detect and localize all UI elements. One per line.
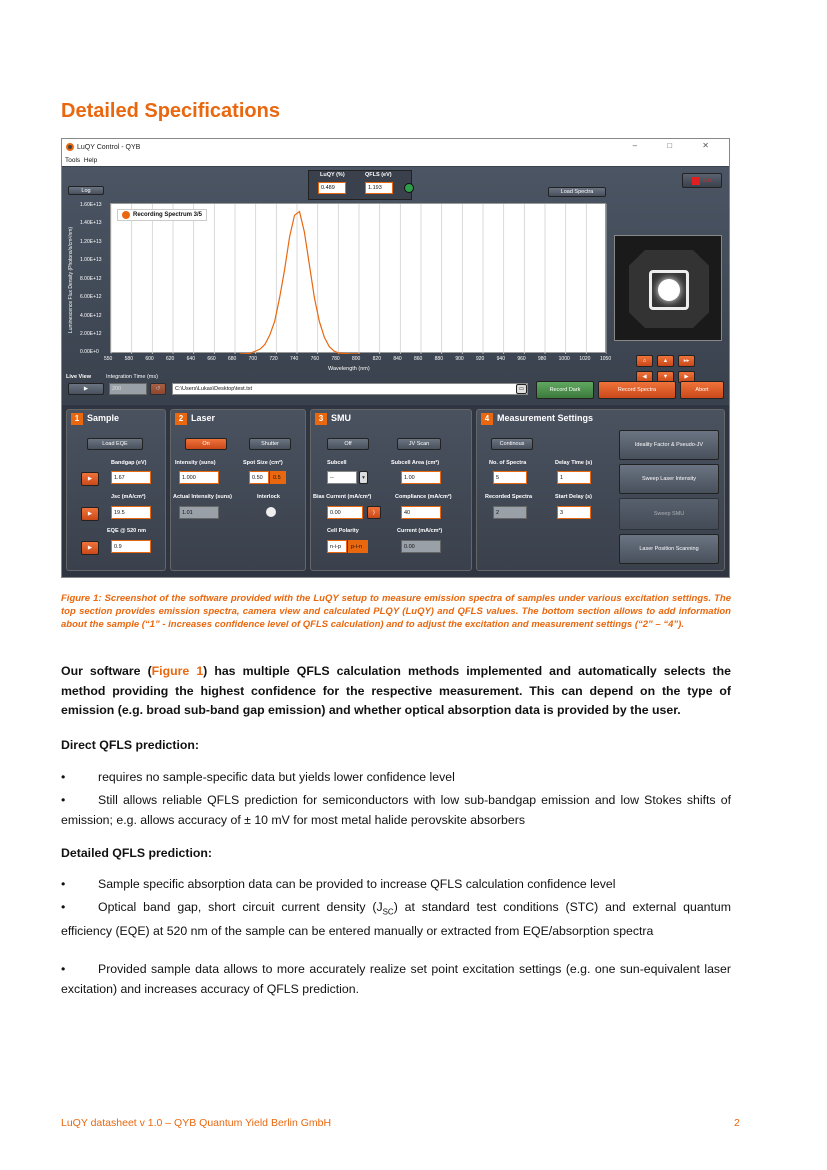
- settings-section: [62, 405, 729, 577]
- luqy-value: 0.489: [318, 182, 346, 194]
- x-tick: 800: [352, 356, 361, 362]
- bias-set-icon[interactable]: ⟩: [367, 506, 381, 519]
- x-tick: 940: [496, 356, 505, 362]
- panel-title: SMU: [331, 413, 351, 423]
- spot-size-preset[interactable]: 0.5: [270, 471, 286, 484]
- page-number: 2: [734, 1117, 740, 1129]
- arrow-right-icon[interactable]: ▶: [678, 371, 695, 383]
- panel-title: Laser: [191, 413, 216, 423]
- x-tick: 920: [476, 356, 485, 362]
- recording-badge: [117, 209, 207, 221]
- start-delay-input[interactable]: 3: [557, 506, 591, 519]
- spectrum-line: [240, 212, 359, 355]
- x-tick: 880: [434, 356, 443, 362]
- panel-title: Measurement Settings: [497, 413, 594, 423]
- jsc-label: Jsc (mA/cm²): [111, 494, 146, 500]
- panel-number: 4: [481, 413, 493, 425]
- cell-polarity-label: Cell Polarity: [327, 528, 359, 534]
- list-item-text: Sample specific absorption data can be provided to increase QFLS calculation confidence level: [98, 877, 616, 891]
- y-axis-label-box: [64, 207, 74, 357]
- list-item: • Sample specific absorption data can be provided to increase QFLS calculation confidence level: [61, 875, 731, 895]
- x-tick: 700: [248, 356, 257, 362]
- spectrum-svg: [111, 204, 607, 354]
- y-axis-label: Luminescence Flux Density (Photons/s/cm²/nm): [68, 226, 74, 334]
- compliance-label: Compliance (mA/cm²): [395, 494, 452, 500]
- y-tick: 0.00E+0: [80, 349, 99, 355]
- smu-off-button[interactable]: Off: [327, 438, 369, 450]
- x-tick: 580: [124, 356, 133, 362]
- bandgap-label: Bandgap (eV): [111, 460, 147, 466]
- integration-label: Integration Time (ms): [106, 374, 158, 380]
- subcell-select[interactable]: --: [327, 471, 357, 484]
- menu-bar: [62, 155, 729, 166]
- recorded-spectra-label: Recorded Spectra: [485, 494, 533, 500]
- integration-set-icon[interactable]: ↺: [150, 383, 166, 395]
- menu-tools[interactable]: Tools: [65, 157, 81, 164]
- intro-paragraph: [61, 662, 731, 721]
- app-screenshot: [61, 138, 730, 578]
- record-spectra-button[interactable]: Record Spectra: [598, 381, 676, 399]
- actual-intensity-label: Actual Intensity (suns): [173, 494, 232, 500]
- spectrum-plot: [110, 203, 606, 353]
- bandgap-input[interactable]: 1.67: [111, 471, 151, 484]
- y-tick: 6.00E+12: [80, 294, 102, 300]
- spectrum-section: [62, 167, 729, 403]
- y-tick: 1.00E+13: [80, 257, 102, 263]
- sample-panel: [66, 409, 166, 571]
- recording-text: Recording Spectrum 3/5: [133, 212, 203, 218]
- spectra-count-label: No. of Spectra: [489, 460, 527, 466]
- jv-scan-button[interactable]: JV Scan: [397, 438, 441, 450]
- footer-text: LuQY datasheet v 1.0 – QYB Quantum Yield Berlin GmbH: [61, 1117, 332, 1129]
- load-spectra-button[interactable]: Load Spectra: [548, 187, 606, 197]
- intro-text: ) has multiple QFLS calculation methods implemented and automatically selects the method providing the highest confidence for the respective measurement. This can depend on the type of emission (e.g. broad sub-band gap emission) and whether optical absorption data is provided by the user.: [61, 664, 731, 717]
- exit-icon: [692, 177, 700, 185]
- panel-number: 1: [71, 413, 83, 425]
- actual-intensity-value: 1.01: [179, 506, 219, 519]
- sweep-smu-button[interactable]: Sweep SMU: [619, 498, 719, 530]
- start-delay-label: Start Delay (s): [555, 494, 592, 500]
- menu-help[interactable]: Help: [83, 157, 98, 164]
- eqe-input[interactable]: 0.9: [111, 540, 151, 553]
- window-controls[interactable]: – □ ✕: [632, 141, 723, 150]
- continous-button[interactable]: Continous: [491, 438, 533, 450]
- x-tick: 660: [207, 356, 216, 362]
- direct-heading: Direct QFLS prediction:: [61, 738, 200, 752]
- x-axis-label: Wavelength (nm): [328, 366, 370, 372]
- x-tick: 1050: [600, 356, 612, 362]
- y-tick: 4.00E+12: [80, 313, 102, 319]
- fast-forward-icon[interactable]: ▸▸: [678, 355, 695, 367]
- exit-label: Exit: [702, 177, 713, 184]
- qfls-label: QFLS (eV): [365, 172, 392, 178]
- list-item-text: Optical band gap, short circuit current density $(J_{SC})$ at standard test conditions (STC) and external quantum efficiency (EQE) at 520 nm of the sample can be entered manually or extracted from EQE/absorption spectra: [61, 900, 731, 938]
- x-tick: 860: [414, 356, 423, 362]
- arrow-down-icon[interactable]: ▼: [657, 371, 674, 383]
- list-item-text: Still allows reliable QFLS prediction for semiconductors with low sub-bandgap emission and low Stokes shifts of emission; e.g. allows accuracy of ± 10 mV for most metal halide perovskite absorbers: [61, 793, 731, 827]
- app-logo-icon: [66, 143, 74, 151]
- laser-position-button[interactable]: Laser Position Scanning: [619, 534, 719, 564]
- y-tick: 2.00E+12: [80, 331, 102, 337]
- arrow-up-icon[interactable]: ▲: [657, 355, 674, 367]
- camera-view: [614, 235, 722, 341]
- abort-button[interactable]: Abort: [680, 381, 724, 399]
- x-tick: 1020: [579, 356, 591, 362]
- smu-panel: [310, 409, 472, 571]
- y-tick: 8.00E+12: [80, 276, 102, 282]
- y-tick: 1.20E+13: [80, 239, 102, 245]
- load-eqe-button[interactable]: Load EQE: [87, 438, 143, 450]
- x-tick: 980: [538, 356, 547, 362]
- x-tick: 900: [455, 356, 464, 362]
- panel-title: Sample: [87, 413, 120, 423]
- window-title: LuQY Control - QYB: [77, 143, 141, 151]
- y-tick: 1.60E+13: [80, 202, 102, 208]
- panel-number: 2: [175, 413, 187, 425]
- polarity-nip[interactable]: n-i-p: [327, 540, 347, 553]
- ideality-factor-button[interactable]: Ideality Factor & Pseudo-JV: [619, 430, 719, 460]
- arrow-left-icon[interactable]: ◀: [636, 371, 653, 383]
- qfls-value: 1.193: [365, 182, 393, 194]
- home-icon[interactable]: ⌂: [636, 355, 653, 367]
- eqe-play-icon[interactable]: ▶: [81, 541, 99, 555]
- folder-icon[interactable]: ▭: [516, 384, 527, 394]
- x-tick: 840: [393, 356, 402, 362]
- bandgap-play-icon[interactable]: ▶: [81, 472, 99, 486]
- x-tick: 1000: [558, 356, 570, 362]
- laser-on-button[interactable]: On: [185, 438, 227, 450]
- delay-time-label: Delay Time (s): [555, 460, 593, 466]
- luqy-label: LuQY (%): [320, 172, 345, 178]
- intensity-label: Intensity (suns): [175, 460, 216, 466]
- jsc-play-icon[interactable]: ▶: [81, 507, 99, 521]
- spot-size-label: Spot Size (cm²): [243, 460, 283, 466]
- x-tick: 550: [104, 356, 113, 362]
- sweep-laser-button[interactable]: Sweep Laser Intensity: [619, 464, 719, 494]
- y-tick: 1.40E+13: [80, 220, 102, 226]
- delay-time-input[interactable]: 1: [557, 471, 591, 484]
- window-titlebar: [62, 139, 729, 155]
- live-view-label: Live View: [66, 374, 91, 380]
- live-view-button[interactable]: ▶: [68, 383, 104, 395]
- section-heading: Detailed Specifications: [61, 100, 280, 122]
- log-button[interactable]: Log: [68, 186, 104, 195]
- list-item-text: Provided sample data allows to more accurately realize set point excitation settings (e.g. one sun-equivalent laser excitation) and increases accuracy of QFLS prediction.: [61, 962, 731, 996]
- x-tick: 600: [145, 356, 154, 362]
- compliance-input[interactable]: 40: [401, 506, 441, 519]
- intensity-input[interactable]: 1.000: [179, 471, 219, 484]
- bias-current-label: Bias Current (mA/cm²): [313, 494, 372, 500]
- x-tick: 960: [517, 356, 526, 362]
- file-path-input[interactable]: C:\Users\Lukas\Desktop\test.txt: [172, 383, 528, 395]
- spot-size-input[interactable]: 0.50: [249, 471, 269, 484]
- current-value: 0.00: [401, 540, 441, 553]
- interlock-label: Interlock: [257, 494, 280, 500]
- x-tick: 740: [290, 356, 299, 362]
- recorded-spectra-value: 2: [493, 506, 527, 519]
- x-tick: 780: [331, 356, 340, 362]
- x-tick: 680: [228, 356, 237, 362]
- integration-input[interactable]: 200: [109, 383, 147, 395]
- recording-icon: [122, 211, 130, 219]
- list-item: • Still allows reliable QFLS prediction for semiconductors with low sub-bandgap emission and low Stokes shifts of emission; e.g. allows accuracy of ± 10 mV for most metal halide perovskite absorbers: [61, 791, 731, 830]
- figure-reference[interactable]: Figure 1: [151, 664, 204, 678]
- exit-button[interactable]: [682, 173, 722, 188]
- list-item: • Optical band gap, short circuit current density $(J_{SC})$ at standard test conditions (STC) and external quantum efficiency (EQE) at 520 nm of the sample can be entered manually or extracted from EQE/absorption spectra: [61, 898, 731, 941]
- panel-number: 3: [315, 413, 327, 425]
- eqe-label: EQE @ 520 nm: [107, 528, 146, 534]
- x-tick: 640: [186, 356, 195, 362]
- intro-text: Our software (: [61, 664, 152, 678]
- detailed-heading: Detailed QFLS prediction:: [61, 846, 212, 860]
- measurement-panel: [476, 409, 725, 571]
- laser-panel: [170, 409, 306, 571]
- x-tick: 720: [269, 356, 278, 362]
- list-item-text: requires no sample-specific data but yields lower confidence level: [98, 770, 455, 784]
- x-tick: 820: [372, 356, 381, 362]
- laser-spot-icon: [658, 279, 680, 301]
- status-led-icon: [404, 183, 414, 193]
- polarity-pin[interactable]: p-i-n: [348, 540, 368, 553]
- shutter-button[interactable]: Shutter: [249, 438, 291, 450]
- x-tick: 620: [166, 356, 175, 362]
- subcell-area-input[interactable]: 1.00: [401, 471, 441, 484]
- spectra-count-input[interactable]: 5: [493, 471, 527, 484]
- subcell-area-label: Subcell Area (cm²): [391, 460, 440, 466]
- figure-caption: Figure 1: Screenshot of the software provided with the LuQY setup to measure emission spectra of samples under various excitation settings. The top section provides emission spectra, camera view and calculated PLQY (LuQY) and QFLS values. The bottom section allows to add information about the sample (“1” - increases confidence level of QFLS calculation) and to adjust the excitation and measurement settings (“2” – “4”).: [61, 593, 731, 630]
- jsc-input[interactable]: 19.5: [111, 506, 151, 519]
- interlock-led-icon: [266, 507, 276, 517]
- list-item: • Provided sample data allows to more accurately realize set point excitation settings (e.g. one sun-equivalent laser excitation) and increases accuracy of QFLS prediction.: [61, 960, 731, 999]
- record-dark-button[interactable]: Record Dark: [536, 381, 594, 399]
- current-label: Current (mA/cm²): [397, 528, 443, 534]
- chevron-down-icon[interactable]: ▾: [359, 471, 368, 484]
- x-tick: 760: [310, 356, 319, 362]
- list-item: • requires no sample-specific data but yields lower confidence level: [61, 768, 731, 788]
- subcell-label: Subcell: [327, 460, 347, 466]
- bias-current-input[interactable]: 0.00: [327, 506, 363, 519]
